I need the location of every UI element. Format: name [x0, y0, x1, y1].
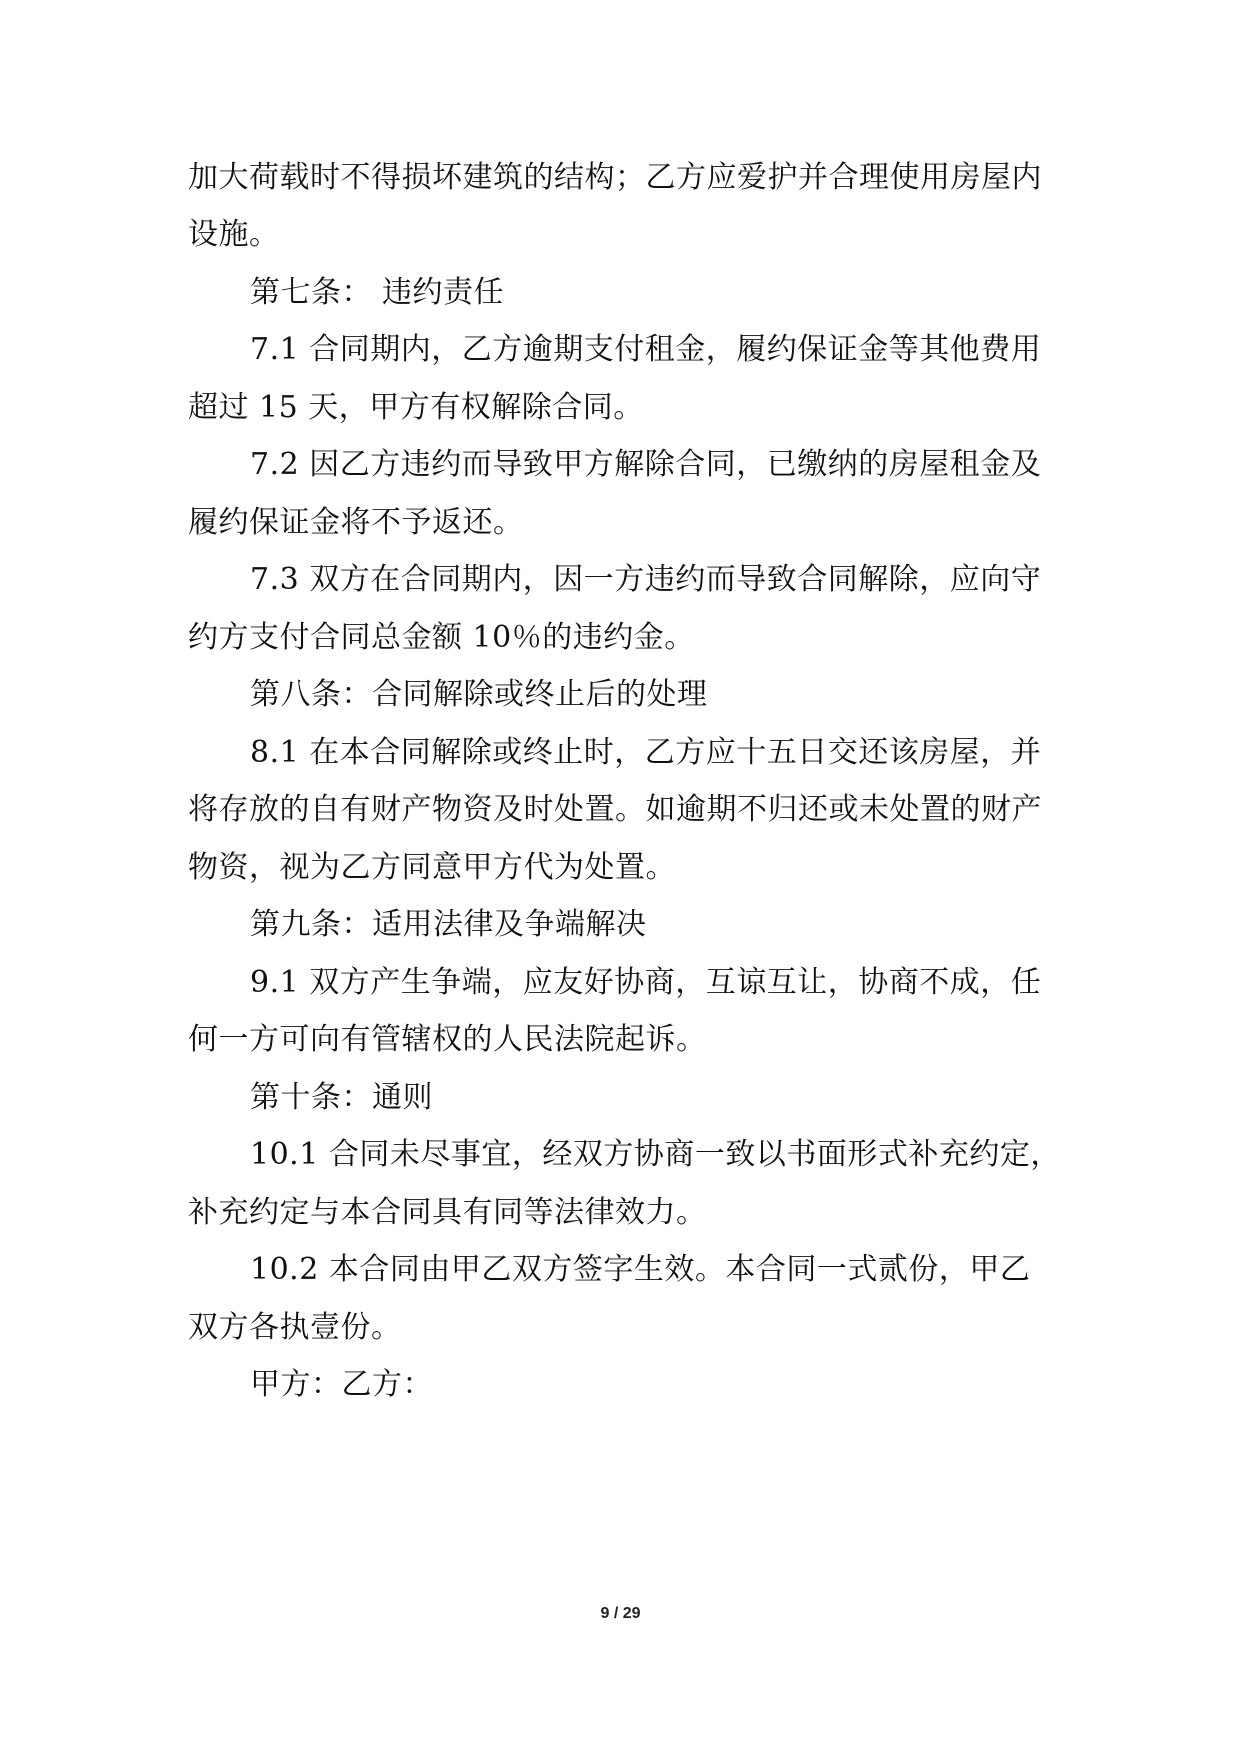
- page-number: 9 / 29: [600, 1605, 641, 1622]
- text-line: 设施。: [188, 217, 280, 252]
- section-heading: 第九条：适用法律及争端解决: [250, 907, 647, 942]
- clause-line: 9.1 双方产生争端，应友好协商，互谅互让，协商不成，任: [250, 965, 1042, 1000]
- clause-line: 7.3 双方在合同期内，因一方违约而导致合同解除，应向守: [250, 562, 1042, 597]
- text-line: 履约保证金将不予返还。: [188, 505, 524, 540]
- section-heading: 第十条：通则: [250, 1080, 433, 1115]
- clause-line: 8.1 在本合同解除或终止时，乙方应十五日交还该房屋，并: [250, 735, 1042, 770]
- clause-line: 10.2 本合同由甲乙双方签字生效。本合同一式贰份，甲乙: [250, 1252, 1031, 1287]
- text-line: 补充约定与本合同具有同等法律效力。: [188, 1195, 707, 1230]
- text-line: 超过 15 天，甲方有权解除合同。: [188, 390, 644, 425]
- signature-line: 甲方：乙方：: [250, 1367, 433, 1402]
- clause-line: 7.1 合同期内，乙方逾期支付租金，履约保证金等其他费用: [250, 332, 1042, 367]
- clause-line: 10.1 合同未尽事宜，经双方协商一致以书面形式补充约定，: [250, 1137, 1061, 1172]
- text-line: 约方支付合同总金额 10％的违约金。: [188, 620, 695, 655]
- text-line: 双方各执壹份。: [188, 1310, 402, 1345]
- text-line: 物资，视为乙方同意甲方代为处置。: [188, 850, 676, 885]
- text-line: 何一方可向有管辖权的人民法院起诉。: [188, 1022, 707, 1057]
- clause-line: 7.2 因乙方违约而导致甲方解除合同，已缴纳的房屋租金及: [250, 447, 1042, 482]
- section-heading: 第八条：合同解除或终止后的处理: [250, 677, 708, 712]
- text-line: 加大荷载时不得损坏建筑的结构；乙方应爱护并合理使用房屋内: [188, 160, 1042, 195]
- section-heading: 第七条： 违约责任: [250, 275, 505, 310]
- text-line: 将存放的自有财产物资及时处置。如逾期不归还或未处置的财产: [188, 792, 1042, 827]
